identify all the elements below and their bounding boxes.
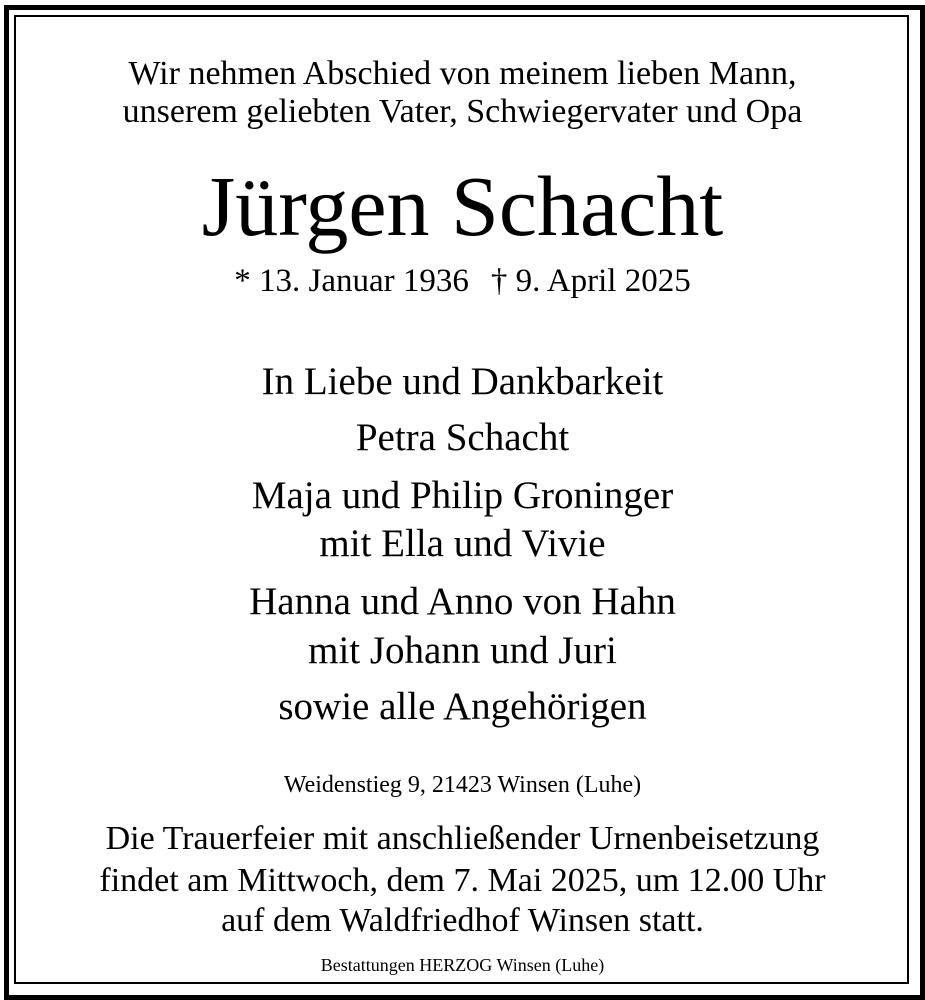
mourner-line-3: mit Ella und Vivie [319,522,606,565]
mourner-line-5: mit Johann und Juri [308,629,617,672]
mourner-line-1: Petra Schacht [355,416,570,459]
ceremony-line-1: Die Trauerfeier mit anschließender Urnenbeisetzung [105,820,820,857]
birth-date: * 13. Januar 1936 [234,263,469,299]
ceremony-line-3: auf dem Waldfriedhof Winsen statt. [221,902,704,939]
deceased-name: Jürgen Schacht [201,158,724,254]
closing-phrase: In Liebe und Dankbarkeit [261,360,664,403]
ceremony-line-2: findet am Mittwoch, dem 7. Mai 2025, um 12.00 Uhr [99,862,826,899]
mourner-line-4: Hanna und Anno von Hahn [249,580,676,623]
mourner-line-6: sowie alle Angehörigen [278,685,647,728]
undertaker: Bestattungen HERZOG Winsen (Luhe) [320,955,605,975]
death-date: † 9. April 2025 [490,263,691,299]
intro-line-2: unserem geliebten Vater, Schwiegervater und Opa [122,93,803,130]
life-dates [0,265,925,298]
intro-line-1: Wir nehmen Abschied von meinem lieben Mann, [128,55,797,92]
mourner-line-2: Maja und Philip Groninger [251,474,674,517]
address: Weidenstieg 9, 21423 Winsen (Luhe) [283,772,642,798]
